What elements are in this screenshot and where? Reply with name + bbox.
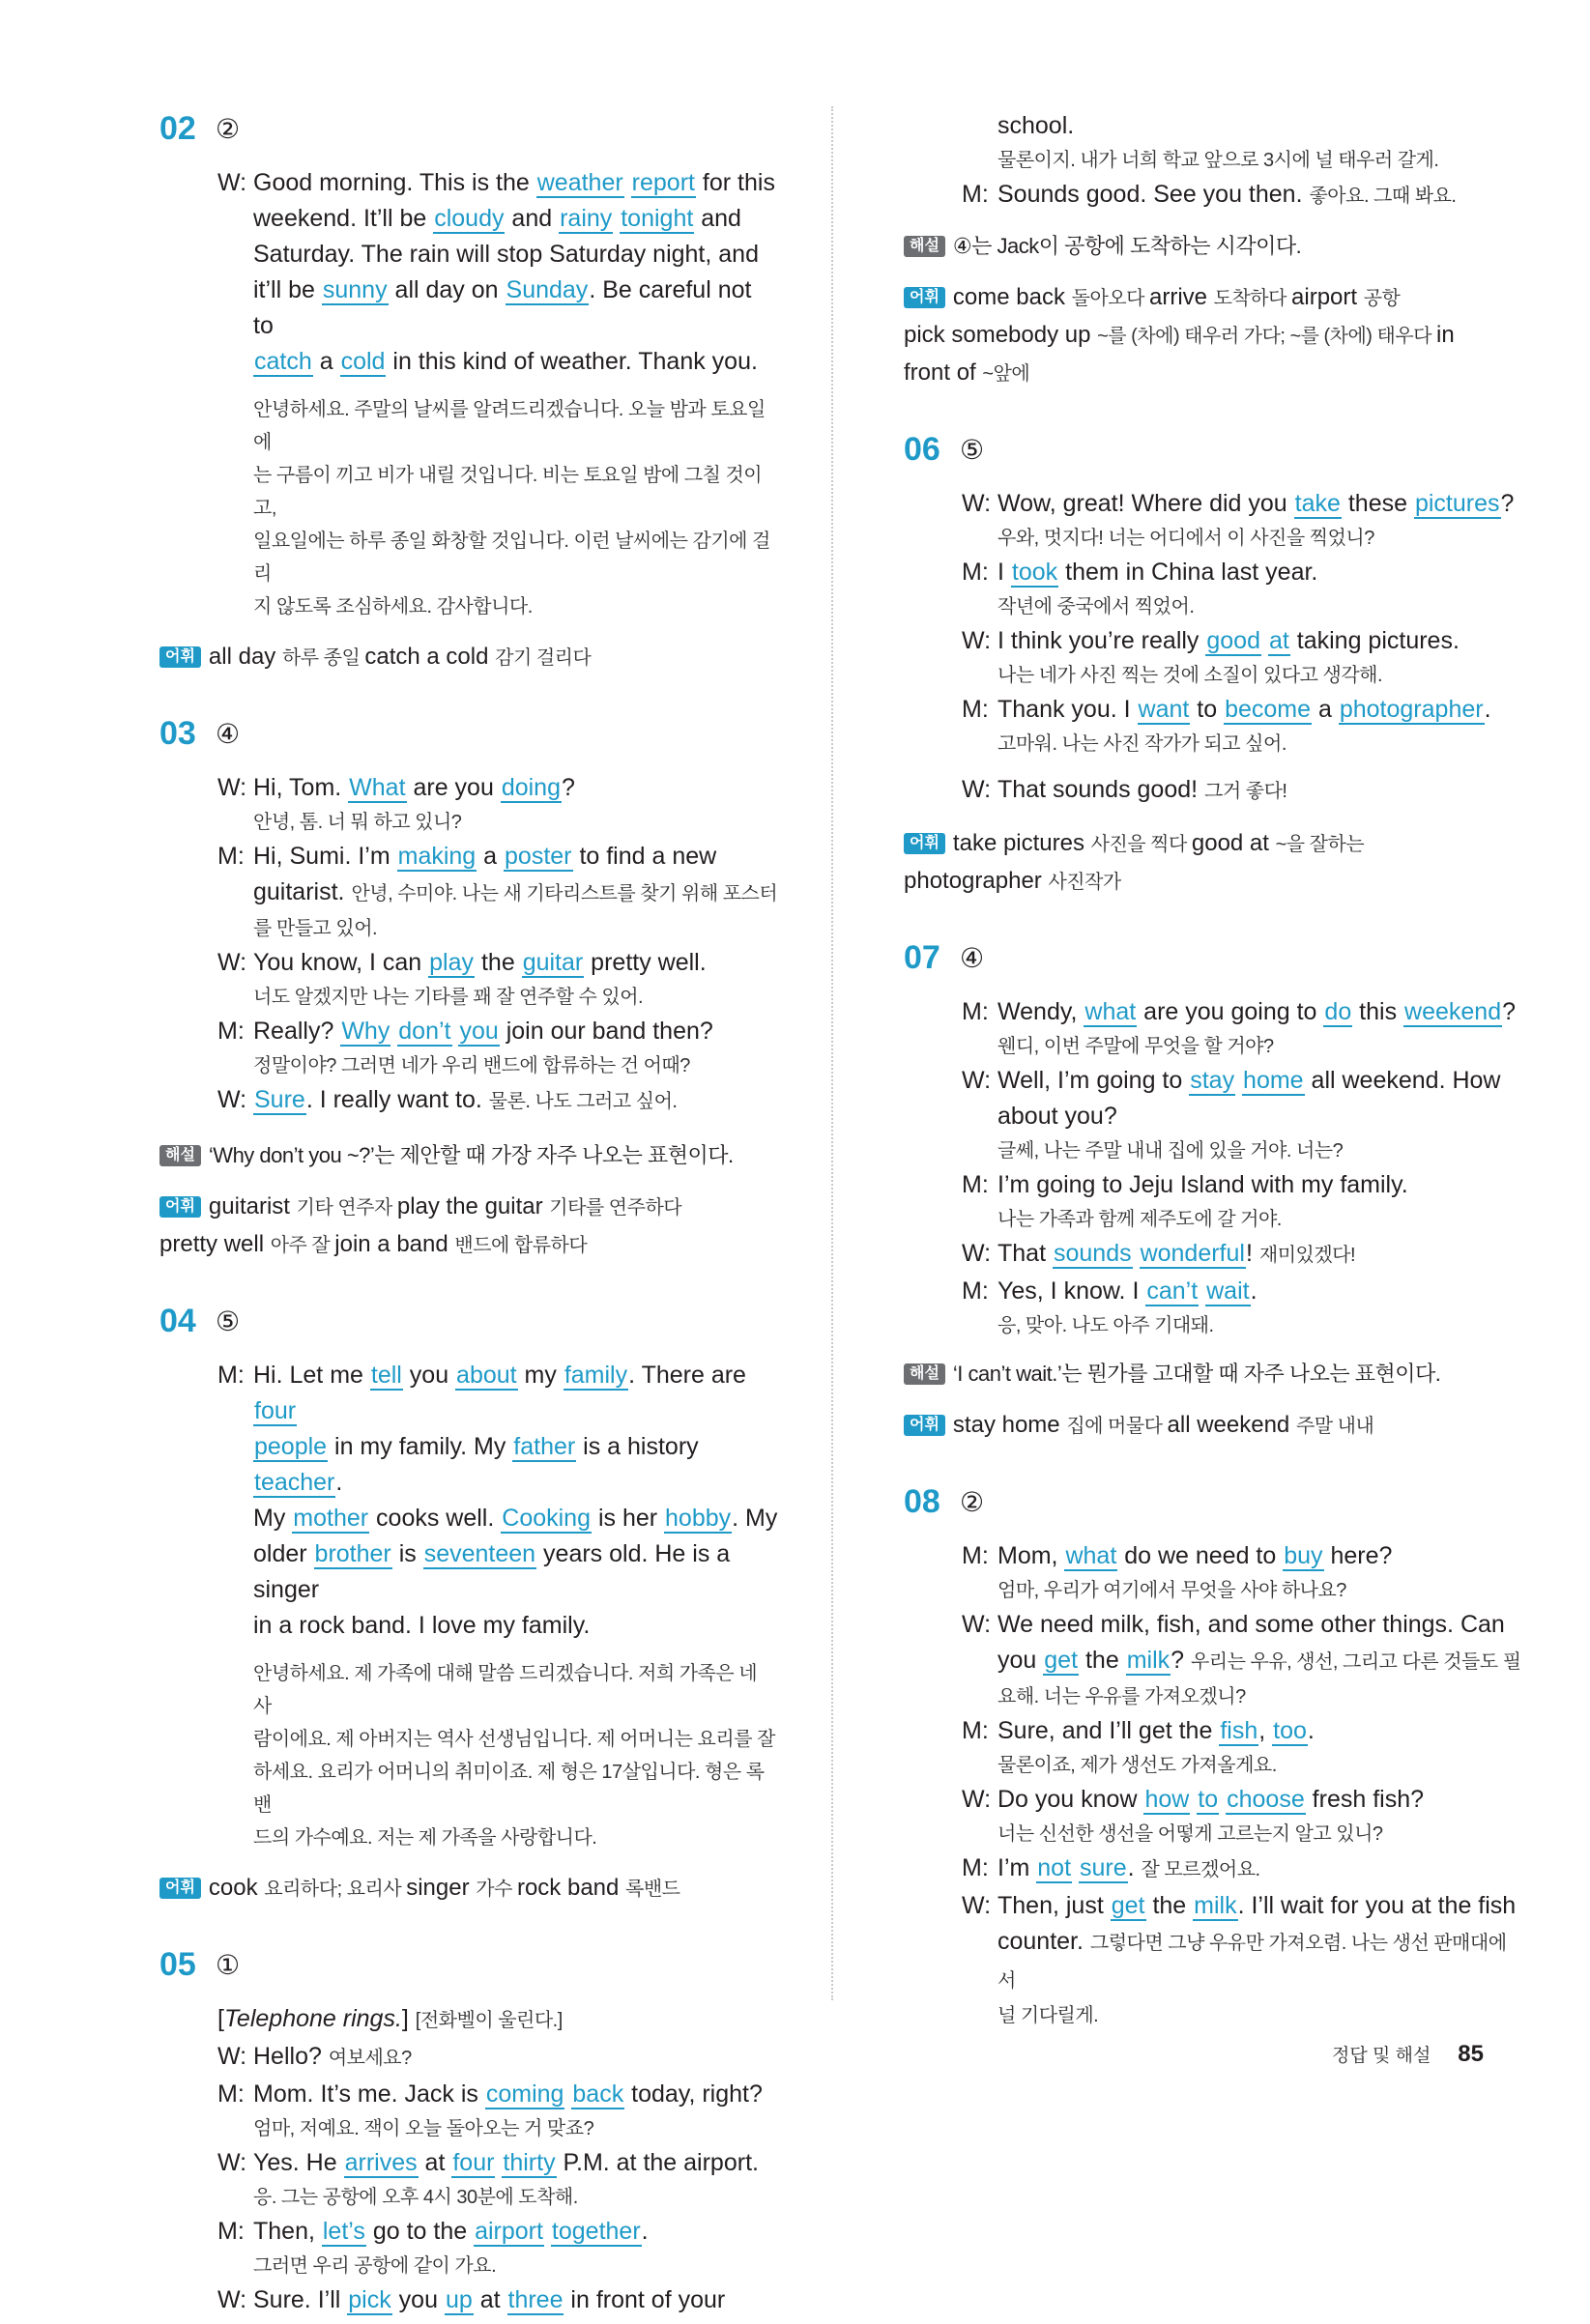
blank-answer: back: [572, 2080, 624, 2108]
blank-answer: let’s: [322, 2218, 365, 2245]
vocab-tag: 어휘: [159, 1196, 201, 1218]
dialogue-line: about you?: [997, 1103, 1117, 1130]
vocab-tag: 어휘: [159, 646, 201, 668]
blank-answer: photographer: [1339, 696, 1484, 723]
translation: 널 기다릴게.: [997, 2005, 1099, 2026]
dialogue-line: guitarist. 안녕, 수미야. 나는 새 기타리스트를 찾기 위해 포스터: [253, 878, 778, 905]
vocabulary-note: 어휘 all day 하루 종일 catch a cold 감기 걸리다: [159, 639, 778, 676]
blank-answer: get: [1044, 1647, 1079, 1674]
blank-answer: three: [507, 2286, 564, 2313]
blank-answer: get: [1111, 1892, 1145, 1919]
blank-answer: up: [445, 2286, 473, 2313]
vocabulary-note: 어휘 come back 돌아오다 arrive 도착하다 airport 공항 pick somebody up ~를 (차에) 태우러 가다; ~를 (차에) 태우다 in front of ~앞에: [904, 284, 1455, 386]
stage-direction: [Telephone rings.] [전화벨이 울린다.]: [217, 2005, 563, 2032]
page-footer: [1332, 2041, 1484, 2068]
blank-answer: what: [1084, 998, 1137, 1025]
dialogue-line: older brother is seventeen years old. He is a singer: [253, 1540, 731, 1603]
blank-answer: fish: [1220, 1717, 1258, 1744]
translation: 너도 알겠지만 나는 기타를 꽤 잘 연주할 수 있어.: [253, 987, 644, 1008]
blank-answer: rainy: [560, 205, 613, 232]
dialogue-line: M: I took them in China last year.: [962, 559, 1318, 586]
blank-answer: stay: [1190, 1067, 1235, 1094]
page-number: 85: [1458, 2041, 1484, 2067]
question-number: 04: [159, 1303, 196, 1339]
dialogue-line: M: Then, let’s go to the airport together.: [217, 2218, 649, 2245]
blank-answer: pick: [348, 2286, 391, 2313]
blank-answer: wonderful: [1140, 1240, 1245, 1267]
dialogue-line: W: That sounds wonderful! 재미있겠다!: [962, 1240, 1356, 1267]
blank-answer: seventeen: [423, 1540, 536, 1567]
blank-answer: doing: [501, 774, 561, 801]
blank-answer: weekend: [1404, 998, 1502, 1025]
dialogue-line: M: Wendy, what are you going to do this weekend?: [962, 998, 1517, 1025]
dialogue-line: My mother cooks well. Cooking is her hobby. My: [253, 1505, 778, 1532]
dialogue-line: people in my family. My father is a history teacher.: [254, 1433, 699, 1496]
explain-tag: 해설: [904, 1363, 945, 1385]
blank-answer: play: [429, 949, 475, 976]
question-number: 05: [159, 1946, 196, 1983]
blank-answer: become: [1225, 696, 1312, 723]
translation: 요해. 너는 우유를 가져오겠니?: [997, 1686, 1246, 1707]
blank-answer: teacher: [254, 1469, 335, 1496]
blank-answer: father: [513, 1433, 576, 1460]
vocabulary-note: 어휘 guitarist 기타 연주자 play the guitar 기타를 연주하다 pretty well 아주 잘 join a band 밴드에 합류하다: [159, 1193, 682, 1257]
translation: 엄마, 저예요. 잭이 오늘 돌아오는 거 맞죠?: [253, 2118, 594, 2139]
blank-answer: can’t: [1146, 1277, 1199, 1305]
blank-answer: poster: [505, 843, 572, 870]
question-06: [904, 431, 1522, 901]
dialogue-line: W: You know, I can play the guitar pretty well.: [217, 949, 707, 976]
translation: 고마워. 나는 사진 작가가 되고 싶어.: [997, 733, 1286, 755]
dialogue-line: M: I’m not sure. 잘 모르겠어요.: [962, 1854, 1260, 1881]
dialogue-line: M: Sounds good. See you then. 좋아요. 그때 봐요.: [962, 181, 1457, 208]
dialogue-line: W: Yes. He arrives at four thirty P.M. at the airport.: [217, 2149, 759, 2176]
translation: 는 구름이 끼고 비가 내릴 것입니다. 비는 토요일 밤에 그칠 것이고,: [253, 465, 763, 519]
answer-mark: ④: [960, 943, 985, 973]
translation: 일요일에는 하루 종일 화창할 것입니다. 이런 날씨에는 감기에 걸리: [253, 531, 770, 585]
blank-answer: people: [254, 1433, 328, 1460]
dialogue-line: in a rock band. I love my family.: [253, 1612, 591, 1639]
blank-answer: buy: [1284, 1542, 1323, 1569]
blank-answer: you: [459, 1018, 499, 1045]
blank-answer: tonight: [621, 205, 694, 232]
blank-answer: milk: [1126, 1647, 1171, 1674]
blank-answer: guitar: [522, 949, 584, 976]
blank-answer: milk: [1194, 1892, 1237, 1919]
dialogue-line: M: Thank you. I want to become a photographer.: [962, 696, 1491, 723]
blank-answer: weather: [536, 169, 623, 196]
footer-label: 정답 및 해설: [1331, 2046, 1431, 2066]
dialogue-line: Saturday. The rain will stop Saturday night, and: [253, 241, 759, 268]
dialogue-line: W: We need milk, fish, and some other things. Can: [962, 1611, 1505, 1638]
dialogue-line: weekend. It’ll be cloudy and rainy tonight and: [253, 205, 741, 232]
dialogue-line: M: Really? Why don’t you join our band then?: [217, 1018, 713, 1045]
blank-answer: Sure: [254, 1086, 305, 1113]
answer-mark: ④: [216, 719, 241, 749]
question-number: 02: [159, 110, 196, 147]
blank-answer: arrives: [344, 2149, 418, 2176]
vocabulary-note: 어휘 stay home 집에 머물다 all weekend 주말 내내: [904, 1407, 1522, 1445]
blank-answer: hobby: [665, 1505, 732, 1532]
blank-answer: tell: [370, 1362, 402, 1389]
blank-answer: thirty: [503, 2149, 556, 2176]
blank-answer: making: [397, 843, 477, 870]
blank-answer: took: [1011, 559, 1058, 586]
answer-mark: ②: [216, 114, 241, 144]
blank-answer: do: [1324, 998, 1352, 1025]
translation: 안녕, 톰. 너 뭐 하고 있니?: [253, 812, 462, 833]
dialogue-line: W: Hi, Tom. What are you doing?: [217, 774, 575, 801]
question-number: 08: [904, 1483, 940, 1520]
answer-mark: ①: [216, 1950, 241, 1980]
dialogue-line: M: Hi. Let me tell you about my family. There are four: [217, 1362, 746, 1424]
blank-answer: four: [452, 2149, 495, 2176]
translation: 엄마, 우리가 여기에서 무엇을 사야 하나요?: [997, 1580, 1346, 1601]
blank-answer: airport: [475, 2218, 543, 2245]
left-column: [159, 104, 778, 2324]
dialogue-line: M: Mom, what do we need to buy here?: [962, 1542, 1393, 1569]
blank-answer: report: [631, 169, 695, 196]
dialogue-line: M: Hi, Sumi. I’m making a poster to find a new: [217, 843, 717, 870]
dialogue-line: W: Do you know how to choose fresh fish?: [962, 1786, 1425, 1813]
question-08: [904, 1483, 1522, 2032]
dialogue-line: W: Then, just get the milk. I’ll wait for you at the fish: [962, 1892, 1517, 1919]
blank-answer: Sunday: [506, 276, 589, 303]
question-number: 07: [904, 939, 940, 976]
blank-answer: choose: [1227, 1786, 1305, 1813]
blank-answer: What: [349, 774, 406, 801]
dialogue-line: M: Sure, and I’ll get the fish, too.: [962, 1717, 1315, 1744]
dialogue-line: school.: [997, 112, 1075, 139]
blank-answer: wait: [1206, 1277, 1250, 1305]
question-07: [904, 939, 1522, 1445]
blank-answer: mother: [293, 1505, 369, 1532]
dialogue-line: W: Well, I’m going to stay home all weekend. How: [962, 1067, 1501, 1094]
explain-tag: 해설: [904, 236, 945, 257]
blank-answer: brother: [314, 1540, 391, 1567]
blank-answer: to: [1198, 1786, 1219, 1813]
blank-answer: together: [551, 2218, 641, 2245]
dialogue-line: you get the milk? 우리는 우유, 생선, 그리고 다른 것들도 필: [997, 1647, 1521, 1674]
translation: 드의 가수예요. 저는 제 가족을 사랑합니다.: [253, 1827, 597, 1849]
vocabulary-note: 어휘 take pictures 사진을 찍다 good at ~을 잘하는 photographer 사진작가: [904, 830, 1365, 894]
dialogue-line: M: I’m going to Jeju Island with my family.: [962, 1171, 1408, 1198]
dialogue-line: W: Wow, great! Where did you take these pictures?: [962, 490, 1515, 517]
blank-answer: catch: [254, 348, 312, 375]
question-03: [159, 715, 778, 1264]
translation: 응, 맞아. 나도 아주 기대돼.: [997, 1315, 1214, 1336]
blank-answer: how: [1144, 1786, 1190, 1813]
translation: 하세요. 요리가 어머니의 취미이죠. 제 형은 17살입니다. 형은 록밴: [253, 1762, 765, 1816]
explanation-note: 해설 ④는 Jack이 공항에 도착하는 시각이다.: [904, 228, 1522, 264]
dialogue-line: W: Hello? 여보세요?: [217, 2043, 412, 2070]
dialogue-line: catch a cold in this kind of weather. Thank you.: [254, 348, 758, 375]
right-column: [904, 104, 1522, 2038]
blank-answer: sounds: [1053, 1240, 1132, 1267]
answer-mark: ⑤: [216, 1306, 241, 1336]
translation: 웬디, 이번 주말에 무엇을 할 거야?: [997, 1036, 1274, 1057]
answer-mark: ⑤: [960, 435, 985, 465]
translation: 안녕하세요. 주말의 날씨를 알려드리겠습니다. 오늘 밤과 토요일에: [253, 399, 766, 453]
blank-answer: family: [564, 1362, 628, 1389]
dialogue-line: it’ll be sunny all day on Sunday. Be careful not to: [253, 276, 752, 339]
blank-answer: pictures: [1414, 490, 1500, 517]
translation: 너는 신선한 생선을 어떻게 고르는지 알고 있니?: [997, 1823, 1383, 1845]
blank-answer: take: [1294, 490, 1341, 517]
blank-answer: what: [1065, 1542, 1117, 1569]
blank-answer: Cooking: [502, 1505, 591, 1532]
translation: 정말이야? 그러면 네가 우리 밴드에 합류하는 건 어때?: [253, 1055, 690, 1076]
explanation-note: 해설 ‘Why don’t you ~?’는 제안할 때 가장 자주 나오는 표현이다.: [159, 1137, 778, 1173]
vocab-tag: 어휘: [904, 1415, 945, 1436]
translation: 물론이지. 내가 너희 학교 앞으로 3시에 널 태우러 갈게.: [997, 150, 1439, 171]
translation: 나는 가족과 함께 제주도에 갈 거야.: [997, 1209, 1282, 1230]
blank-answer: want: [1138, 696, 1190, 723]
explain-tag: 해설: [159, 1145, 201, 1166]
blank-answer: don’t: [398, 1018, 451, 1045]
blank-answer: home: [1243, 1067, 1304, 1094]
translation: 람이에요. 제 아버지는 역사 선생님입니다. 제 어머니는 요리를 잘: [253, 1729, 775, 1750]
translation: 안녕하세요. 제 가족에 대해 말씀 드리겠습니다. 저희 가족은 네 사: [253, 1663, 758, 1717]
question-02: [159, 110, 778, 676]
vocab-tag: 어휘: [904, 833, 945, 854]
blank-answer: about: [456, 1362, 517, 1389]
vocab-tag: 어휘: [904, 287, 945, 308]
blank-answer: sure: [1080, 1854, 1127, 1881]
question-number: 06: [904, 431, 940, 468]
column-divider: [831, 106, 833, 2000]
translation: 글쎄, 나는 주말 내내 집에 있을 거야. 너는?: [997, 1140, 1344, 1162]
translation: 우와, 멋지다! 너는 어디에서 이 사진을 찍었니?: [997, 528, 1374, 549]
blank-answer: not: [1037, 1854, 1072, 1881]
dialogue-line: W: Good morning. This is the weather report for this: [217, 169, 775, 196]
blank-answer: cloudy: [434, 205, 505, 232]
dialogue-line: W: Sure. I really want to. 물론. 나도 그러고 싶어.: [217, 1086, 678, 1113]
blank-answer: good: [1206, 627, 1260, 654]
vocabulary-note: 어휘 cook 요리하다; 요리사 singer 가수 rock band 록밴드: [159, 1870, 778, 1908]
translation: 를 만들고 있어.: [253, 918, 378, 939]
blank-answer: at: [1268, 627, 1289, 654]
question-05: [159, 1946, 778, 2318]
dialogue-line: M: Yes, I know. I can’t wait.: [962, 1277, 1258, 1305]
blank-answer: coming: [485, 2080, 564, 2108]
blank-answer: cold: [340, 348, 386, 375]
blank-answer: four: [254, 1397, 297, 1424]
dialogue-line: W: I think you’re really good at taking pictures.: [962, 627, 1460, 654]
blank-answer: Why: [341, 1018, 390, 1045]
blank-answer: too: [1273, 1717, 1307, 1744]
translation: 나는 네가 사진 찍는 것에 소질이 있다고 생각해.: [997, 665, 1383, 686]
dialogue-line: W: Sure. I’ll pick you up at three in front of your: [217, 2286, 726, 2313]
answer-mark: ②: [960, 1487, 985, 1517]
translation: 응. 그는 공항에 오후 4시 30분에 도착해.: [253, 2187, 578, 2208]
blank-answer: sunny: [322, 276, 388, 303]
translation: 작년에 중국에서 찍었어.: [997, 596, 1195, 617]
dialogue-line: counter. 그렇다면 그냥 우유만 가져오렴. 나는 생선 판매대에서: [997, 1928, 1507, 1992]
vocab-tag: 어휘: [159, 1878, 201, 1899]
dialogue-line: M: Mom. It’s me. Jack is coming back today, right?: [217, 2080, 763, 2108]
dialogue-line: W: That sounds good! 그거 좋다!: [962, 776, 1287, 803]
question-04: [159, 1303, 778, 1908]
translation: 지 않도록 조심하세요. 감사합니다.: [253, 596, 533, 617]
question-05-continued: [904, 108, 1522, 392]
translation: 물론이죠, 제가 생선도 가져올게요.: [997, 1755, 1277, 1776]
explanation-note: 해설 ‘I can’t wait.’는 뭔가를 고대할 때 자주 나오는 표현이다.: [904, 1356, 1522, 1392]
question-number: 03: [159, 715, 196, 752]
translation: 그러면 우리 공항에 같이 가요.: [253, 2255, 497, 2277]
